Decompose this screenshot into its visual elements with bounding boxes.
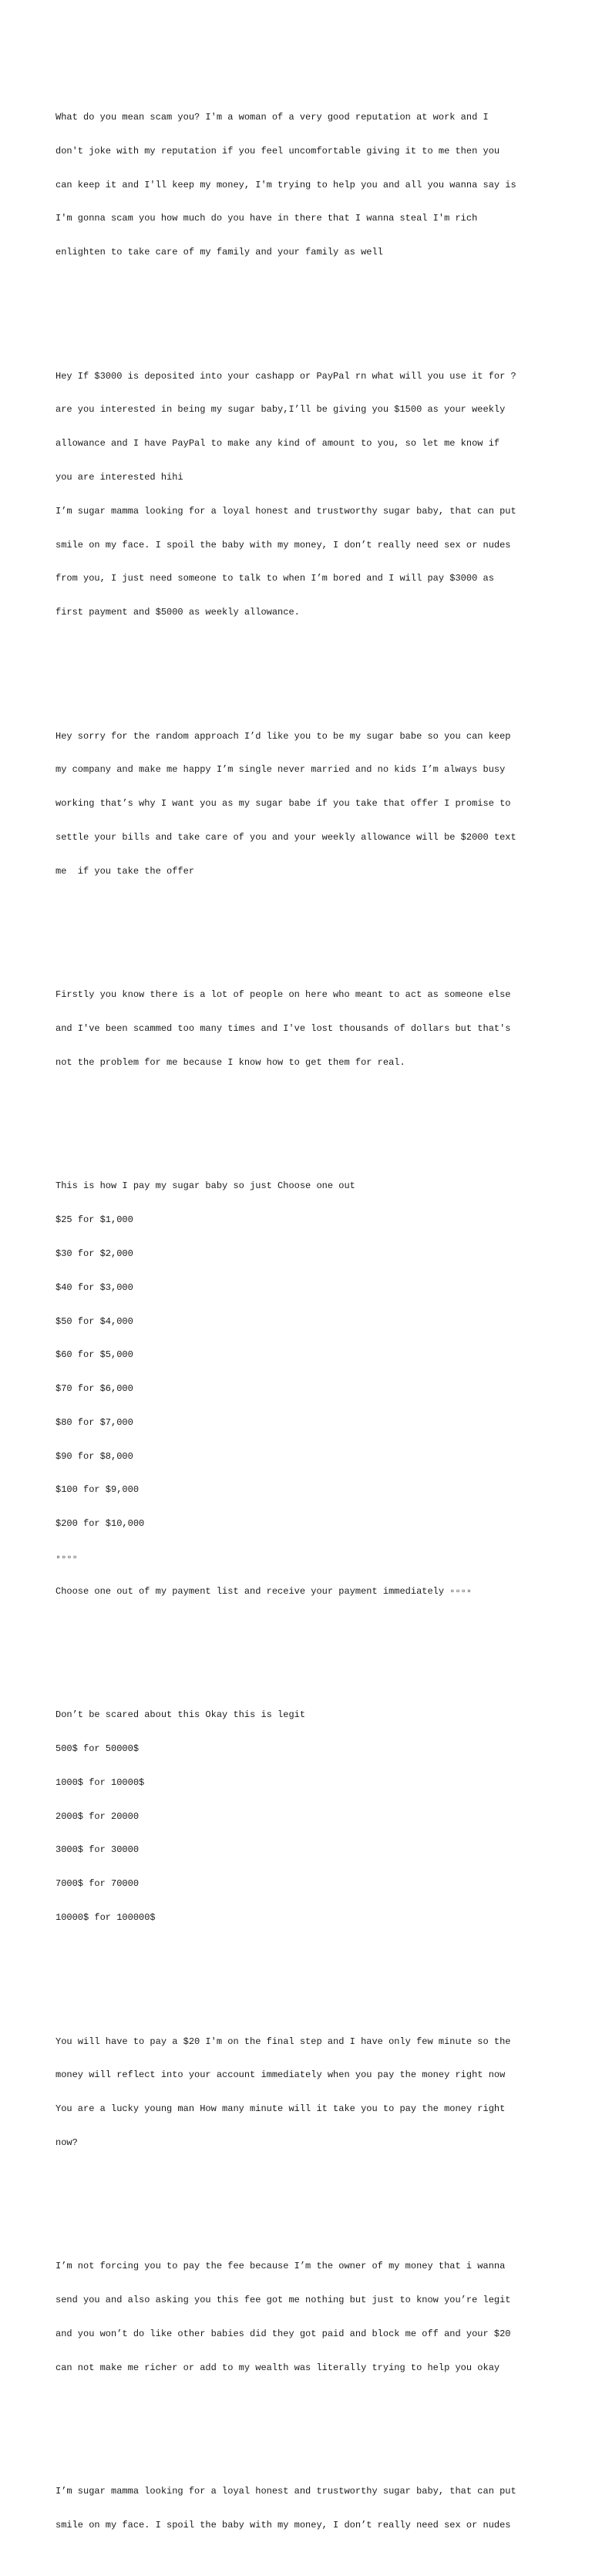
emoji-placeholder-line: ▫▫▫▫ <box>56 1551 78 1563</box>
text-line: working that’s why I want you as my sugar babe if you take that offer I promise to <box>56 798 511 810</box>
list-item: $60 for $5,000 <box>56 1349 133 1361</box>
paragraph-gap <box>56 1113 549 1125</box>
paragraph-gap <box>56 303 549 315</box>
text-line: smile on my face. I spoil the baby with my money, I don’t really need sex or nudes <box>56 2520 511 2531</box>
list-item: $100 for $9,000 <box>56 1484 140 1496</box>
paragraph-scam-denial <box>56 89 549 281</box>
text-line: are you interested in being my sugar baby,I’ll be giving you $1500 as your weekly <box>56 404 506 416</box>
paragraph-sugar-offer <box>56 348 549 640</box>
text-line: What do you mean scam you? I'm a woman of a very good reputation at work and I <box>56 111 489 123</box>
text-line: not the problem for me because I know how to get them for real. <box>56 1056 405 1068</box>
text-line: settle your bills and take care of you and your weekly allowance will be $2000 text <box>56 831 516 843</box>
text-line: money will reflect into your account immediately when you pay the money right now <box>56 2069 506 2081</box>
list-item: $30 for $2,000 <box>56 1248 133 1259</box>
text-line: Don’t be scared about this Okay this is legit <box>56 1709 306 1721</box>
list-item: 1000$ for 10000$ <box>56 1776 145 1788</box>
text-line: enlighten to take care of my family and your family as well <box>56 247 383 258</box>
document-body <box>56 56 549 2576</box>
text-line: Hey sorry for the random approach I’d like you to be my sugar babe so you can keep <box>56 730 511 742</box>
list-item: 7000$ for 70000 <box>56 1878 140 1890</box>
legit-list <box>56 1687 549 1946</box>
text-line: now? <box>56 2137 78 2148</box>
text-line: from you, I just need someone to talk to when I’m bored and I will pay $3000 as <box>56 573 494 584</box>
text-line: You are a lucky young man How many minute will it take you to pay the money right <box>56 2103 506 2115</box>
paragraph-gap <box>56 1642 549 1654</box>
text-line: my company and make me happy I’m single never married and no kids I’m always busy <box>56 764 506 776</box>
text-line: you are interested hihi <box>56 471 183 483</box>
payment-list <box>56 1158 549 1619</box>
list-item: $90 for $8,000 <box>56 1450 133 1462</box>
paragraph-gap <box>56 1968 549 1980</box>
paragraph-gap <box>56 2194 549 2205</box>
paragraph-sugar-mamma-repeat <box>56 2463 549 2554</box>
text-line: first payment and $5000 as weekly allowance. <box>56 607 300 618</box>
list-item: $80 for $7,000 <box>56 1416 133 1428</box>
text-line: I'm gonna scam you how much do you have in there that I wanna steal I'm rich <box>56 213 478 224</box>
text-line: Choose one out of my payment list and receive your payment immediately ▫▫▫▫ <box>56 1585 473 1597</box>
text-line: You will have to pay a $20 I'm on the final step and I have only few minute so the <box>56 2036 511 2047</box>
text-line: Firstly you know there is a lot of people on here who meant to act as someone else <box>56 989 511 1001</box>
list-item: 10000$ for 100000$ <box>56 1911 156 1923</box>
text-line: can not make me richer or add to my wealth was literally trying to help you okay <box>56 2362 500 2373</box>
text-line: and I've been scammed too many times and I've lost thousands of dollars but that's <box>56 1023 511 1035</box>
text-line: Hey If $3000 is deposited into your cashapp or PayPal rn what will you use it for ? <box>56 370 516 382</box>
list-item: $25 for $1,000 <box>56 1214 133 1226</box>
paragraph-not-forcing <box>56 2238 549 2396</box>
text-line: I’m sugar mamma looking for a loyal honest and trustworthy sugar baby, that can put <box>56 505 516 517</box>
text-line: send you and also asking you this fee got me nothing but just to know you’re legit <box>56 2295 511 2306</box>
paragraph-gap <box>56 922 549 934</box>
paragraph-gap <box>56 663 549 675</box>
paragraph-scammed-before <box>56 967 549 1091</box>
text-line: allowance and I have PayPal to make any kind of amount to you, so let me know if <box>56 438 500 450</box>
list-item: 2000$ for 20000 <box>56 1810 140 1822</box>
paragraph-random-approach <box>56 708 549 899</box>
text-line: can keep it and I'll keep my money, I'm trying to help you and all you wanna say is <box>56 179 516 190</box>
list-item: $40 for $3,000 <box>56 1281 133 1293</box>
text-line: I’m sugar mamma looking for a loyal honest and trustworthy sugar baby, that can put <box>56 2486 516 2497</box>
list-item: 500$ for 50000$ <box>56 1743 140 1755</box>
text-line: and you won’t do like other babies did they got paid and block me off and your $20 <box>56 2328 511 2339</box>
text-line: I’m not forcing you to pay the fee because I’m the owner of my money that i wanna <box>56 2261 506 2272</box>
list-item: 3000$ for 30000 <box>56 1844 140 1856</box>
paragraph-fee-request <box>56 2013 549 2170</box>
text-line: smile on my face. I spoil the baby with my money, I don’t really need sex or nudes <box>56 539 511 551</box>
text-line: me if you take the offer <box>56 865 195 877</box>
list-item: $50 for $4,000 <box>56 1315 133 1327</box>
paragraph-gap <box>56 2419 549 2430</box>
list-item: $200 for $10,000 <box>56 1518 145 1530</box>
list-item: $70 for $6,000 <box>56 1383 133 1395</box>
text-line: don't joke with my reputation if you feel uncomfortable giving it to me then you <box>56 145 500 157</box>
text-line: This is how I pay my sugar baby so just Choose one out <box>56 1180 355 1192</box>
